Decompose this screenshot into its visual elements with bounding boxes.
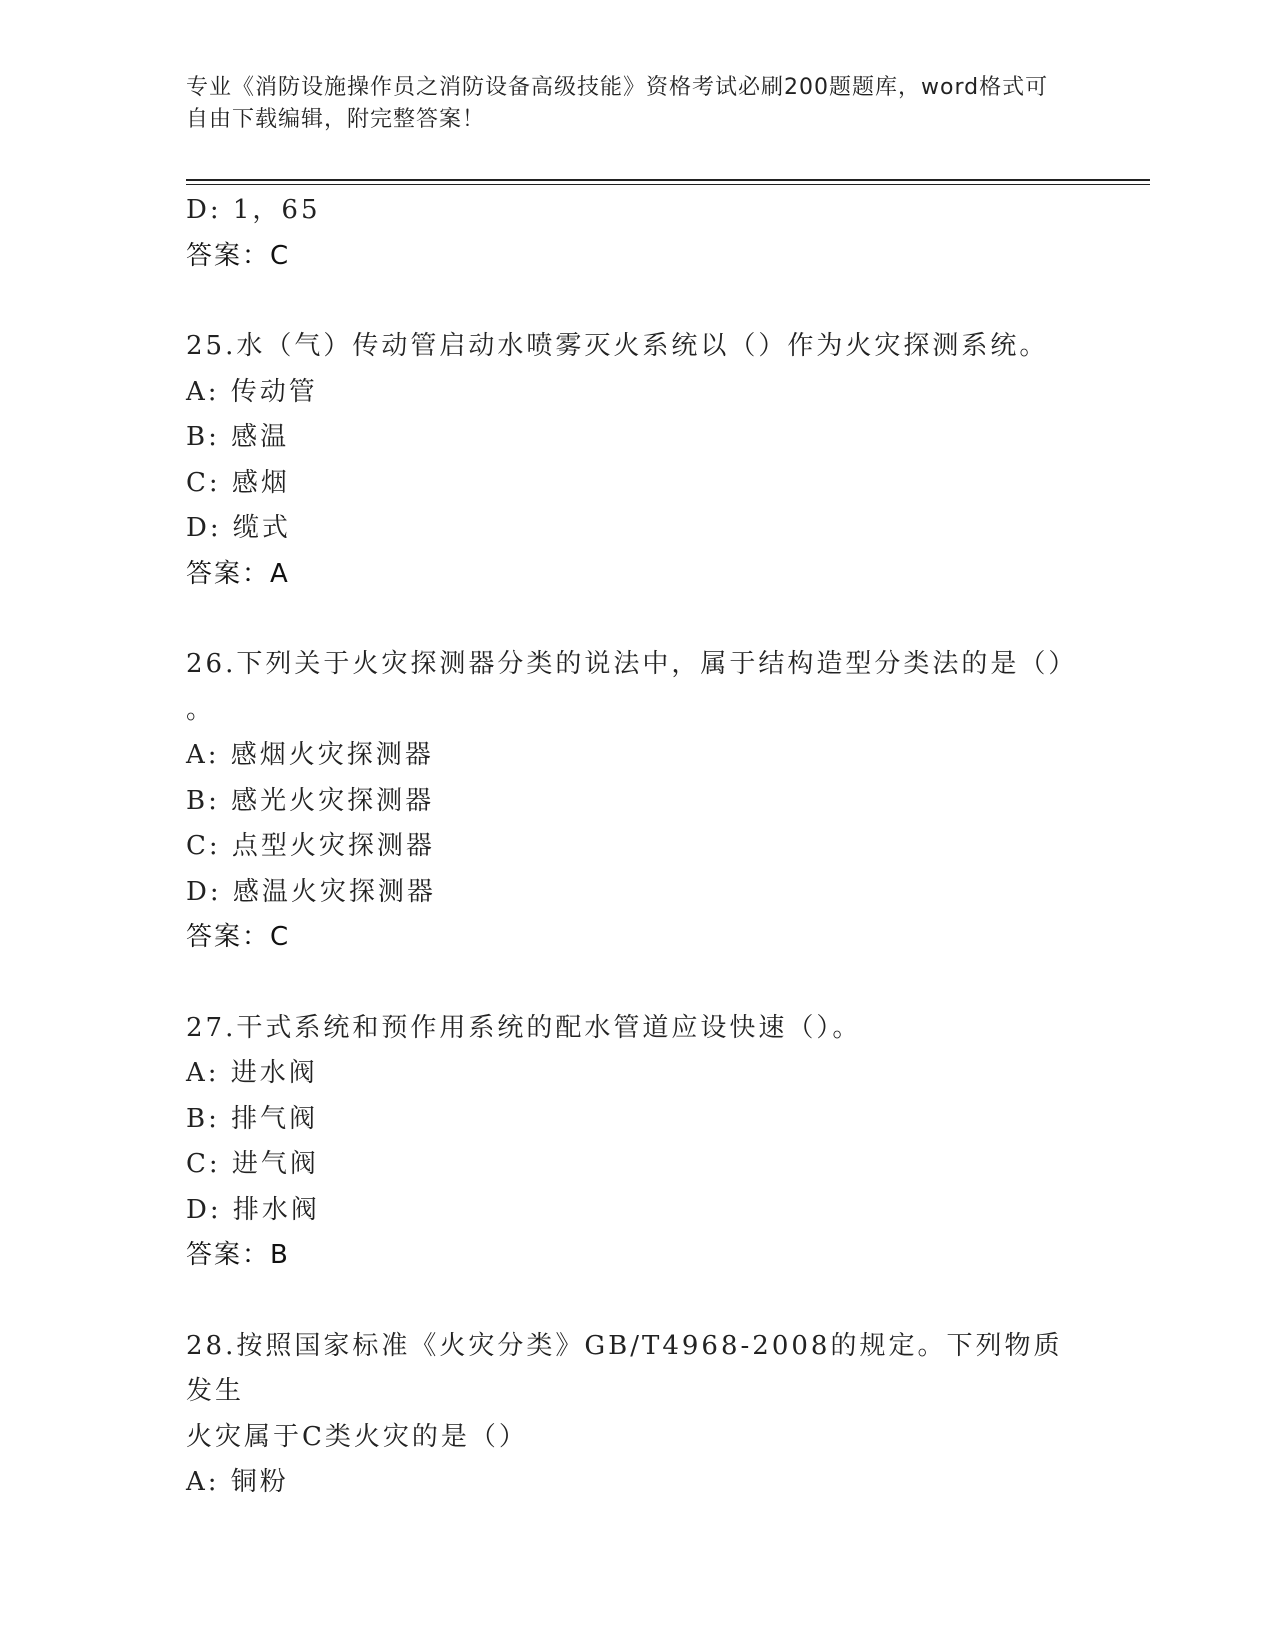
option-d: D: 排水阀 (186, 1194, 320, 1225)
option-d: D: 缆式 (186, 513, 291, 543)
question-26 (186, 642, 1078, 961)
question-stem: 25.水（气）传动管启动水喷雾灭火系统以（）作为火灾探测系统。 (186, 331, 1049, 361)
question-stem: 27.干式系统和预作用系统的配水管道应设快速（）。 (186, 1012, 862, 1043)
answer: 答案：A (186, 558, 290, 589)
question-stem-line2: 火灾属于C类火灾的是（） (186, 1421, 528, 1452)
document-header (186, 72, 1066, 136)
question-stem-line2: 。 (186, 694, 216, 725)
question-list (186, 188, 1078, 1506)
option-c: C: 感烟 (186, 467, 290, 498)
question-25 (186, 324, 1066, 597)
header-rule-thin (186, 184, 1150, 185)
question-27 (186, 1006, 1066, 1279)
answer: 答案：B (186, 1240, 290, 1270)
option-b: B: 排气阀 (186, 1103, 319, 1134)
question-stem-line1: 26.下列关于火灾探测器分类的说法中，属于结构造型分类法的是（） (186, 649, 1078, 679)
option-b: B: 感温 (186, 422, 290, 452)
option-b: B: 感光火灾探测器 (186, 785, 435, 816)
spacer (186, 597, 1066, 642)
option-c: C: 进气阀 (186, 1149, 319, 1179)
carryover-answer: 答案：C (186, 240, 291, 271)
question-28 (186, 1324, 1066, 1506)
spacer (186, 1279, 1066, 1324)
carryover-option-d: D: 1，65 (186, 195, 321, 225)
option-a: A: 铜粉 (186, 1467, 289, 1497)
option-a: A: 进水阀 (186, 1058, 318, 1088)
question-stem-line1: 28.按照国家标准《火灾分类》GB/T4968-2008的规定。下列物质发生 (186, 1330, 1063, 1406)
spacer (186, 961, 1066, 1006)
header-rule-thick (186, 179, 1150, 181)
option-c: C: 点型火灾探测器 (186, 831, 435, 861)
spacer (186, 279, 1066, 324)
answer: 答案：C (186, 922, 291, 952)
option-a: A: 感烟火灾探测器 (186, 740, 434, 770)
option-d: D: 感温火灾探测器 (186, 876, 436, 907)
header-text: 专业《消防设施操作员之消防设备高级技能》资格考试必刷200题题库，word格式可自由下载编辑，附完整答案！ (186, 75, 1049, 132)
option-a: A: 传动管 (186, 376, 318, 407)
